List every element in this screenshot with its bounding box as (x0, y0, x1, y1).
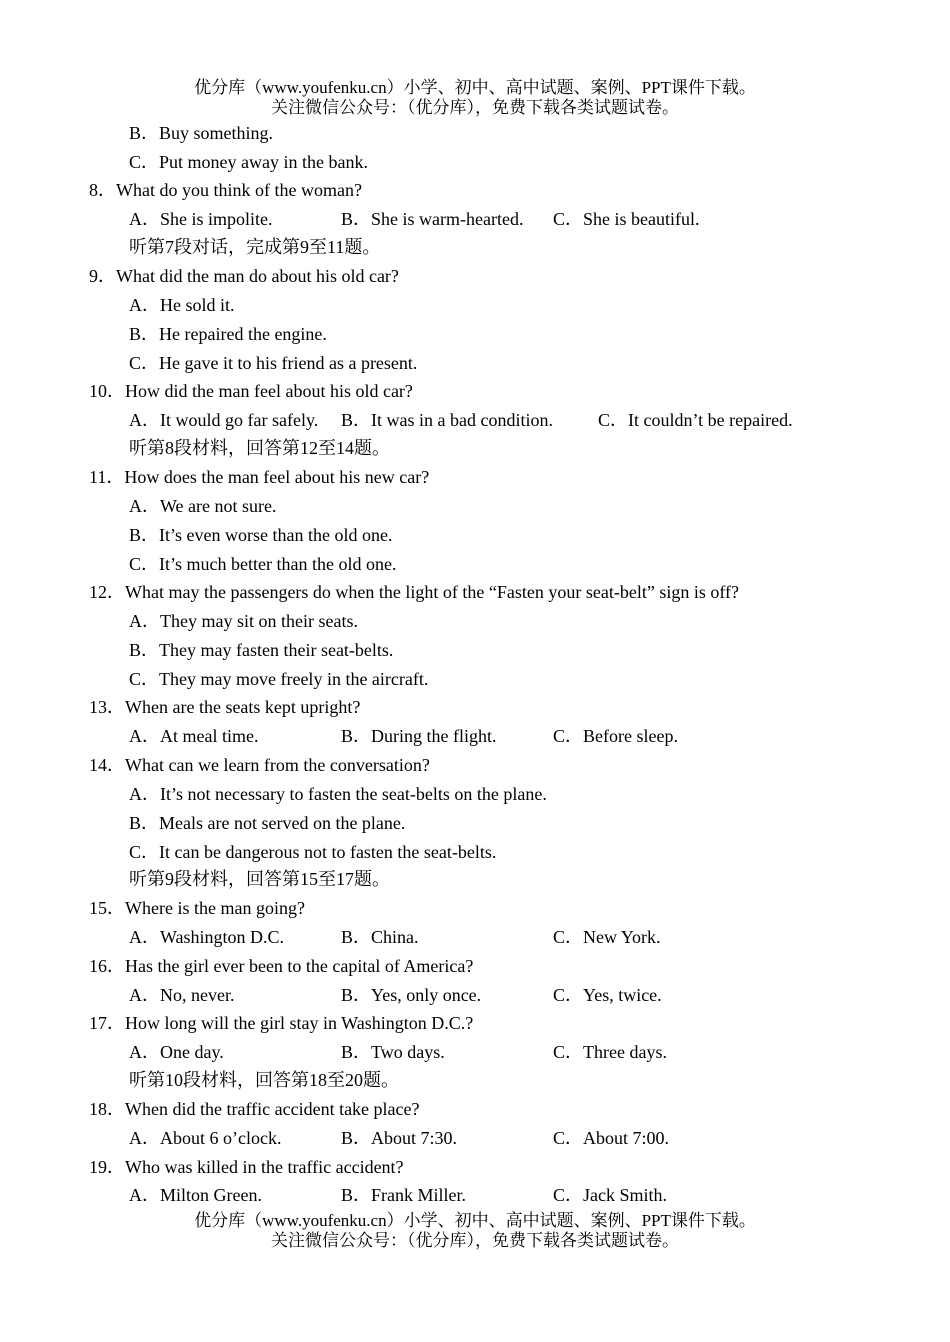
q16-stem: 16．Has the girl ever been to the capital of America? (89, 956, 474, 976)
q13-option-b: B．During the flight. (341, 726, 497, 746)
q13-stem: 13．When are the seats kept upright? (89, 697, 361, 717)
q12-stem: 12．What may the passengers do when the light of the “Fasten your seat-belt” sign is off? (89, 582, 740, 602)
q18-option-a: A．About 6 o’clock. (129, 1128, 282, 1148)
q15-stem: 15．Where is the man going? (89, 898, 305, 918)
q11-option-b: B．It’s even worse than the old one. (129, 525, 393, 545)
q15-option-a: A．Washington D.C. (129, 927, 285, 947)
q13-option-c: C．Before sleep. (553, 726, 678, 746)
section-9-instruction: 听第9段材料，回答第15至17题。 (129, 869, 390, 889)
q17-option-b: B．Two days. (341, 1042, 445, 1062)
q10-option-c: C．It couldn’t be repaired. (598, 410, 793, 430)
q9-option-a: A．He sold it. (129, 295, 235, 315)
q14-option-b: B．Meals are not served on the plane. (129, 813, 406, 833)
q12-option-a: A．They may sit on their seats. (129, 611, 358, 631)
section-8-instruction: 听第8段材料，回答第12至14题。 (129, 438, 390, 458)
q8-option-c: C．She is beautiful. (553, 209, 700, 229)
q14-option-c: C．It can be dangerous not to fasten the seat-belts. (129, 842, 497, 862)
footer-line-1: 优分库（www.youfenku.cn）小学、初中、高中试题、案例、PPT课件下载。 (194, 1211, 756, 1230)
q7-option-b: B．Buy something. (129, 123, 274, 143)
q18-stem: 18．When did the traffic accident take place? (89, 1099, 420, 1119)
q12-option-b: B．They may fasten their seat-belts. (129, 640, 394, 660)
section-7-instruction: 听第7段对话，完成第9至11题。 (129, 237, 381, 257)
q9-option-b: B．He repaired the engine. (129, 324, 327, 344)
q17-option-a: A．One day. (129, 1042, 224, 1062)
q19-option-b: B．Frank Miller. (341, 1185, 466, 1205)
q9-stem: 9．What did the man do about his old car? (89, 266, 399, 286)
q16-option-b: B．Yes, only once. (341, 985, 482, 1005)
q13-option-a: A．At meal time. (129, 726, 259, 746)
q18-option-b: B．About 7:30. (341, 1128, 458, 1148)
q10-option-a: A．It would go far safely. (129, 410, 319, 430)
q15-option-c: C．New York. (553, 927, 661, 947)
section-10-instruction: 听第10段材料，回答第18至20题。 (129, 1070, 399, 1090)
q10-stem: 10．How did the man feel about his old car? (89, 381, 413, 401)
q16-option-a: A．No, never. (129, 985, 235, 1005)
q17-stem: 17．How long will the girl stay in Washington D.C.? (89, 1013, 474, 1033)
q19-option-a: A．Milton Green. (129, 1185, 262, 1205)
q15-option-b: B．China. (341, 927, 419, 947)
q7-option-c: C．Put money away in the bank. (129, 152, 368, 172)
q14-stem: 14．What can we learn from the conversation? (89, 755, 430, 775)
q11-stem: 11．How does the man feel about his new car? (89, 467, 430, 487)
q19-stem: 19．Who was killed in the traffic accident? (89, 1157, 404, 1177)
q18-option-c: C．About 7:00. (553, 1128, 670, 1148)
q8-option-a: A．She is impolite. (129, 209, 273, 229)
q8-stem: 8．What do you think of the woman? (89, 180, 362, 200)
q10-option-b: B．It was in a bad condition. (341, 410, 553, 430)
q11-option-c: C．It’s much better than the old one. (129, 554, 397, 574)
q8-option-b: B．She is warm-hearted. (341, 209, 524, 229)
q11-option-a: A．We are not sure. (129, 496, 277, 516)
q16-option-c: C．Yes, twice. (553, 985, 662, 1005)
q19-option-c: C．Jack Smith. (553, 1185, 668, 1205)
q9-option-c: C．He gave it to his friend as a present. (129, 353, 418, 373)
footer-line-2: 关注微信公众号：（优分库），免费下载各类试题试卷。 (271, 1231, 679, 1250)
header-line-2: 关注微信公众号：（优分库），免费下载各类试题试卷。 (271, 98, 679, 117)
header-line-1: 优分库（www.youfenku.cn）小学、初中、高中试题、案例、PPT课件下载。 (194, 78, 756, 97)
q14-option-a: A．It’s not necessary to fasten the seat-belts on the plane. (129, 784, 547, 804)
q17-option-c: C．Three days. (553, 1042, 667, 1062)
q12-option-c: C．They may move freely in the aircraft. (129, 669, 429, 689)
